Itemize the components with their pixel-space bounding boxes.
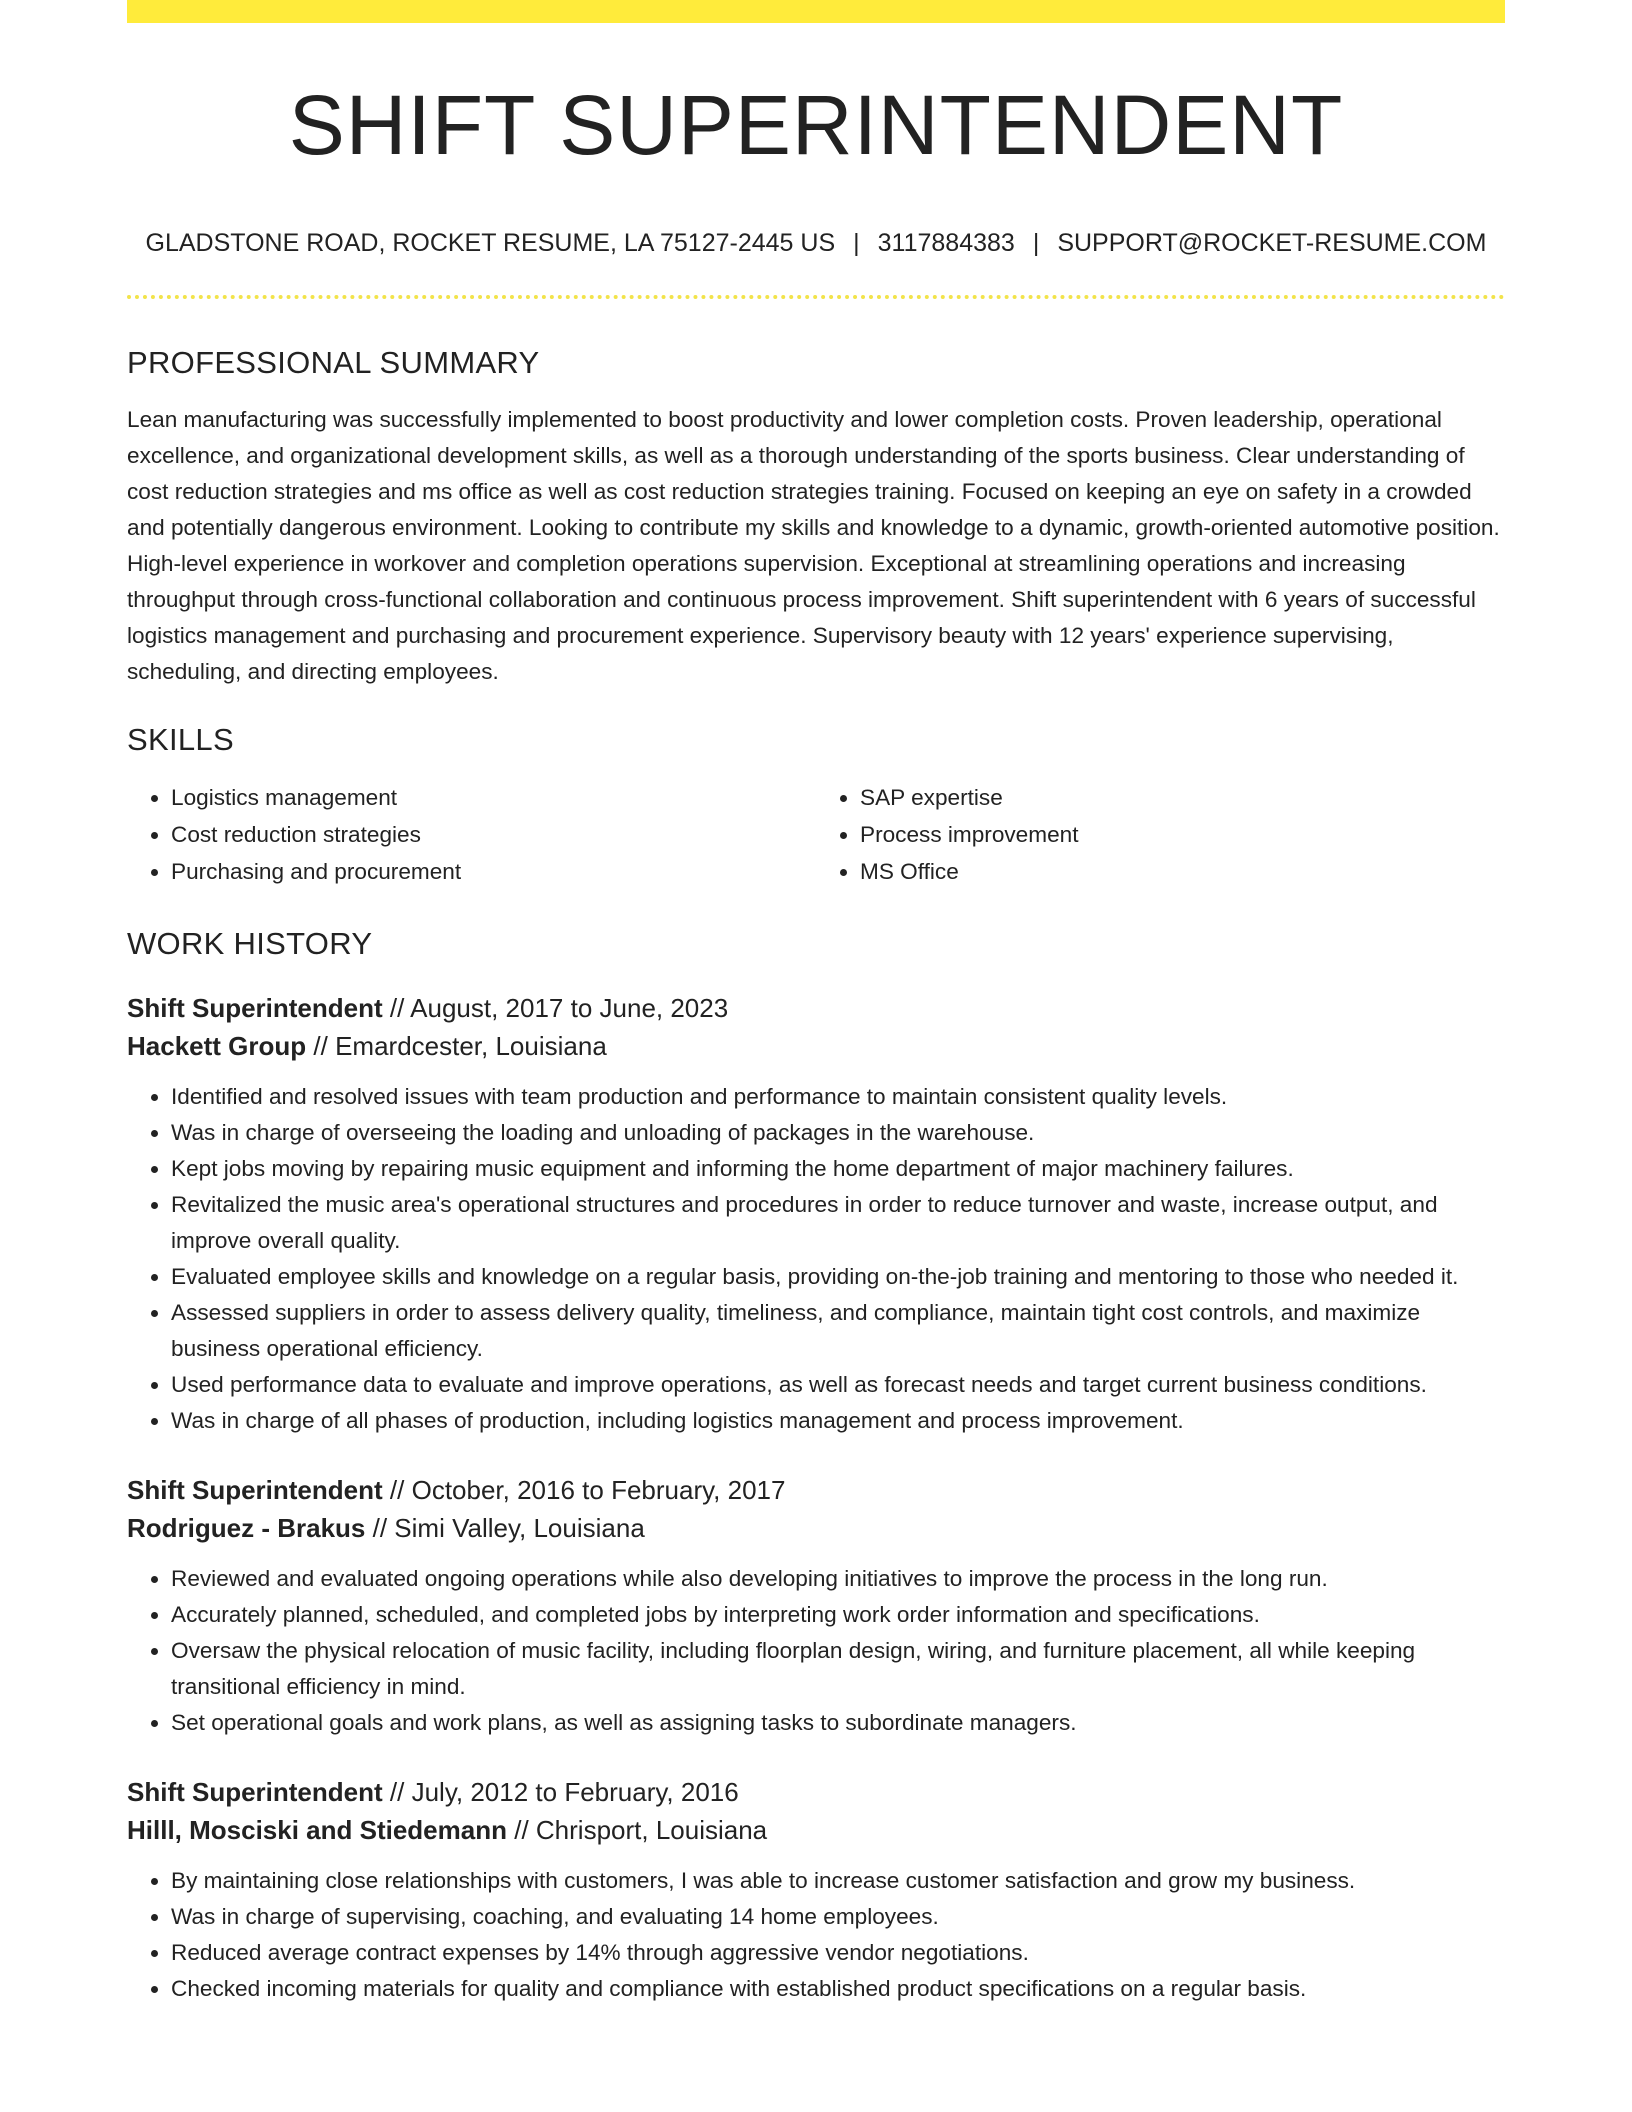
job-bullet: • Oversaw the physical relocation of music facility, including floorplan design, wiring, and furniture placement, all while keeping transitional efficiency in mind. <box>171 1633 1505 1705</box>
job-title: Shift Superintendent <box>127 1777 383 1807</box>
job-title-line <box>127 1471 1505 1509</box>
job-dates: July, 2012 to February, 2016 <box>411 1777 739 1807</box>
job-company-line <box>127 1509 1505 1547</box>
job-bullet: • Evaluated employee skills and knowledge on a regular basis, providing on-the-job training and mentoring to those who needed it. <box>171 1259 1505 1295</box>
job-bullet: • Accurately planned, scheduled, and completed jobs by interpreting work order information and specifications. <box>171 1597 1505 1633</box>
job-bullet: • Revitalized the music area's operational structures and procedures in order to reduce turnover and waste, increase output, and improve overall quality. <box>171 1187 1505 1259</box>
job-company-line <box>127 1811 1505 1849</box>
job-separator: // <box>389 993 405 1023</box>
job-bullets <box>127 1561 1505 1741</box>
dotted-divider <box>127 295 1505 299</box>
skills-heading: SKILLS <box>127 722 234 757</box>
job-separator: // <box>389 1475 405 1505</box>
job-bullet: • Reduced average contract expenses by 14% through aggressive vendor negotiations. <box>171 1935 1505 1971</box>
job-bullet: • Kept jobs moving by repairing music equipment and informing the home department of major machinery failures. <box>171 1151 1505 1187</box>
job-title: Shift Superintendent <box>127 993 383 1023</box>
job-bullet: • Set operational goals and work plans, as well as assigning tasks to subordinate managers. <box>171 1705 1505 1741</box>
job-bullet: • Reviewed and evaluated ongoing operations while also developing initiatives to improve the process in the long run. <box>171 1561 1505 1597</box>
skill-item: • Logistics management <box>171 779 816 816</box>
skill-item: • Cost reduction strategies <box>171 816 816 853</box>
work-history-heading: WORK HISTORY <box>127 926 373 961</box>
skill-item: • Purchasing and procurement <box>171 853 816 890</box>
contact-separator: | <box>1032 229 1040 257</box>
job-dates: October, 2016 to February, 2017 <box>411 1475 786 1505</box>
job-company: Hilll, Mosciski and Stiedemann <box>127 1815 507 1845</box>
accent-top-bar <box>127 0 1505 23</box>
job-title-line <box>127 1773 1505 1811</box>
job-company: Rodriguez - Brakus <box>127 1513 366 1543</box>
resume-page <box>127 0 1505 2007</box>
job-dates: August, 2017 to June, 2023 <box>410 993 729 1023</box>
contact-separator: | <box>853 229 860 257</box>
job-bullet: • Was in charge of supervising, coaching, and evaluating 14 home employees. <box>171 1899 1505 1935</box>
job-location: Emardcester, Louisiana <box>335 1031 607 1061</box>
job-location: Simi Valley, Louisiana <box>394 1513 645 1543</box>
skills-list <box>127 779 1505 890</box>
contact-line <box>127 231 1505 256</box>
summary-heading: PROFESSIONAL SUMMARY <box>127 345 540 380</box>
contact-email: SUPPORT@ROCKET-RESUME.COM <box>1057 229 1487 257</box>
job-location: Chrisport, Louisiana <box>535 1815 768 1845</box>
job-company: Hackett Group <box>127 1031 307 1061</box>
job-entry <box>127 1471 1505 1741</box>
skill-item: • Process improvement <box>860 816 1505 853</box>
resume-name-heading: SHIFT SUPERINTENDENT <box>288 78 1344 172</box>
job-bullets <box>127 1079 1505 1439</box>
job-bullet: • By maintaining close relationships with customers, I was able to increase customer satisfaction and grow my business. <box>171 1863 1505 1899</box>
contact-phone: 3117884383 <box>877 229 1015 257</box>
job-entry <box>127 1773 1505 2007</box>
job-bullet: • Was in charge of overseeing the loading and unloading of packages in the warehouse. <box>171 1115 1505 1151</box>
contact-address: GLADSTONE ROAD, ROCKET RESUME, LA 75127-2445 US <box>145 229 836 257</box>
skill-item: • SAP expertise <box>860 779 1505 816</box>
skills-column-right <box>816 779 1505 890</box>
job-bullet: • Assessed suppliers in order to assess delivery quality, timeliness, and compliance, maintain tight cost controls, and maximize business operational efficiency. <box>171 1295 1505 1367</box>
job-bullet: • Checked incoming materials for quality and compliance with established product specifications on a regular basis. <box>171 1971 1505 2007</box>
skills-column-left <box>127 779 816 890</box>
job-separator: // <box>372 1513 388 1543</box>
job-separator: // <box>389 1777 405 1807</box>
job-company-line <box>127 1027 1505 1065</box>
job-separator: // <box>313 1031 328 1061</box>
job-title: Shift Superintendent <box>127 1475 383 1505</box>
job-bullet: • Used performance data to evaluate and improve operations, as well as forecast needs and target current business conditions. <box>171 1367 1505 1403</box>
job-bullets <box>127 1863 1505 2007</box>
summary-text: Lean manufacturing was successfully implemented to boost productivity and lower completion costs. Proven leadership, operational excellence, and organizational development skills, as well as a thorough understanding of the sports business. Clear understanding of cost reduction strategies and ms office as well as cost reduction strategies training. Focused on keeping an eye on safety in a crowded and potentially dangerous environment. Looking to contribute my skills and knowledge to a dynamic, growth-oriented automotive position. High-level experience in workover and completion operations supervision. Exceptional at streamlining operations and increasing throughput through cross-functional collaboration and continuous process improvement. Shift superintendent with 6 years of successful logistics management and purchasing and procurement experience. Supervisory beauty with 12 years' experience supervising, scheduling, and directing employees. <box>127 407 1500 684</box>
job-bullet: • Was in charge of all phases of production, including logistics management and process improvement. <box>171 1403 1505 1439</box>
job-title-line <box>127 989 1505 1027</box>
job-entry <box>127 989 1505 1439</box>
skill-item: • MS Office <box>860 853 1505 890</box>
job-bullet: • Identified and resolved issues with team production and performance to maintain consistent quality levels. <box>171 1079 1505 1115</box>
job-separator: // <box>514 1815 529 1845</box>
